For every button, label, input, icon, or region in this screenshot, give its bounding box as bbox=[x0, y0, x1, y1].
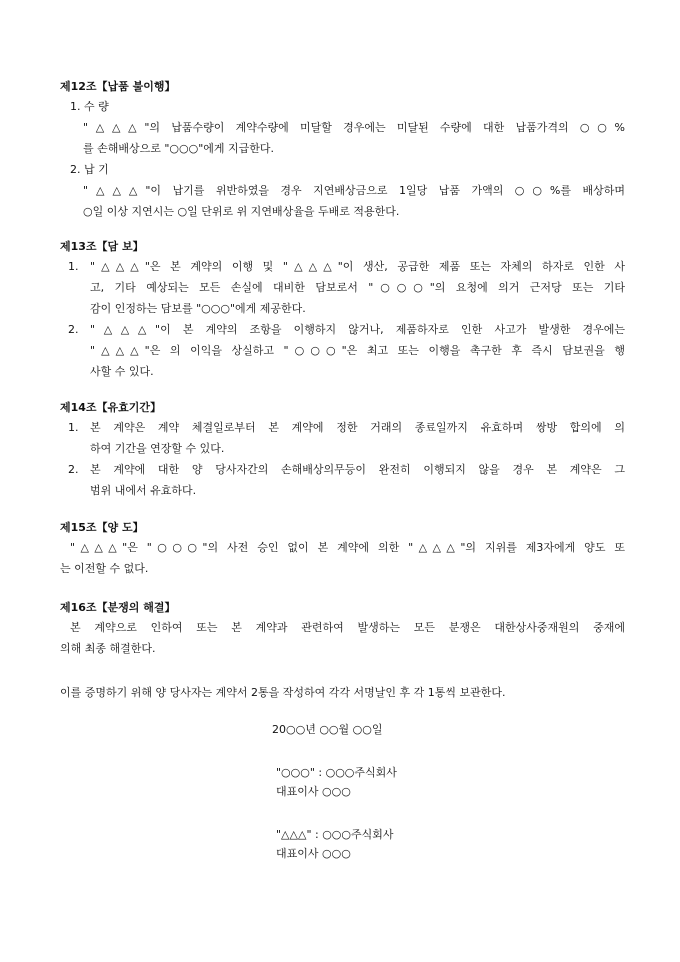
article-16-line-1: 본 계약으로 인하여 또는 본 계약과 관련하여 발생하는 모든 분쟁은 대한상사중재원의 중재에 bbox=[70, 621, 625, 634]
article-13-item-1 bbox=[60, 256, 625, 319]
article-13-item-2-line-1: "△△△"이 본 계약의 조항을 이행하지 않거나, 제품하자로 인한 사고가 발생한 경우에는 bbox=[90, 323, 625, 336]
article-14 bbox=[60, 399, 625, 501]
party-2-name: "△△△" : ○○○주식회사 bbox=[276, 828, 394, 841]
article-12-title: 제12조【납품 불이행】 bbox=[60, 80, 176, 93]
article-15 bbox=[60, 519, 625, 579]
article-16 bbox=[60, 599, 625, 659]
party-2-representative: 대표이사 ○○○ bbox=[276, 847, 351, 860]
article-14-item-1 bbox=[60, 417, 625, 459]
item-number: 2. bbox=[68, 463, 79, 476]
item-title: 납 기 bbox=[84, 163, 109, 176]
article-12-item-2-line-1: "△△△"이 납기를 위반하였을 경우 지연배상금으로 1일당 납품 가액의 ○○%를 배상하며 bbox=[83, 184, 625, 197]
article-13-title: 제13조【담 보】 bbox=[60, 240, 144, 253]
article-13-item-1-line-3: 감이 인정하는 담보를 "○○○"에게 제공한다. bbox=[90, 302, 306, 315]
closing-statement: 이를 증명하기 위해 양 당사자는 계약서 2통을 작성하여 각각 서명날인 후 각 1통씩 보관한다. bbox=[60, 686, 506, 699]
item-number: 1. bbox=[68, 260, 79, 273]
article-14-item-2-line-2: 범위 내에서 유효하다. bbox=[90, 484, 197, 497]
item-number: 2. bbox=[70, 163, 81, 176]
article-12-item-2-heading bbox=[60, 159, 625, 180]
article-13-item-1-line-2: 고, 기타 예상되는 모든 손실에 대비한 담보로서 "○○○"의 요청에 의거 근저당 또는 기타 bbox=[90, 281, 625, 294]
article-13-item-2 bbox=[60, 319, 625, 382]
article-14-item-2 bbox=[60, 459, 625, 501]
article-12-item-1-heading bbox=[60, 96, 625, 117]
article-14-item-1-line-2: 하여 기간을 연장할 수 있다. bbox=[90, 442, 225, 455]
item-title: 수 량 bbox=[84, 100, 109, 113]
article-13-item-2-line-2: "△△△"은 의 이익을 상실하고 "○○○"은 최고 또는 이행을 촉구한 후 즉시 담보권을 행 bbox=[90, 344, 625, 357]
article-13-item-1-line-1: "△△△"은 본 계약의 이행 및 "△△△"이 생산, 공급한 제품 또는 자체의 하자로 인한 사 bbox=[90, 260, 625, 273]
article-15-title: 제15조【양 도】 bbox=[60, 521, 144, 534]
item-number: 2. bbox=[68, 323, 79, 336]
article-16-title: 제16조【분쟁의 해결】 bbox=[60, 601, 176, 614]
contract-date: 20○○년 ○○월 ○○일 bbox=[272, 723, 383, 736]
item-number: 1. bbox=[68, 421, 79, 434]
article-15-line-1: "△△△"은 "○○○"의 사전 승인 없이 본 계약에 의한 "△△△"의 지위를 제3자에게 양도 또 bbox=[70, 541, 625, 554]
article-15-line-2: 는 이전할 수 없다. bbox=[60, 562, 149, 575]
article-12-item-1-line-2: 를 손해배상으로 "○○○"에게 지급한다. bbox=[83, 142, 275, 155]
article-12-item-1-line-1: "△△△"의 납품수량이 계약수량에 미달할 경우에는 미달된 수량에 대한 납품가격의 ○○% bbox=[83, 121, 625, 134]
article-12-item-2-line-2: ○일 이상 지연시는 ○일 단위로 위 지연배상율을 두배로 적용한다. bbox=[83, 205, 400, 218]
article-14-item-1-line-1: 본 계약은 계약 체결일로부터 본 계약에 정한 거래의 종료일까지 유효하며 쌍방 합의에 의 bbox=[90, 421, 625, 434]
party-1-name: "○○○" : ○○○주식회사 bbox=[276, 766, 397, 779]
article-12 bbox=[60, 78, 625, 222]
party-1-representative: 대표이사 ○○○ bbox=[276, 785, 351, 798]
article-14-title: 제14조【유효기간】 bbox=[60, 401, 162, 414]
article-13 bbox=[60, 238, 625, 382]
article-16-line-2: 의해 최종 해결한다. bbox=[60, 642, 156, 655]
article-14-item-2-line-1: 본 계약에 대한 양 당사자간의 손해배상의무등이 완전히 이행되지 않을 경우 본 계약은 그 bbox=[90, 463, 625, 476]
item-number: 1. bbox=[70, 100, 81, 113]
article-13-item-2-line-3: 사할 수 있다. bbox=[90, 365, 154, 378]
